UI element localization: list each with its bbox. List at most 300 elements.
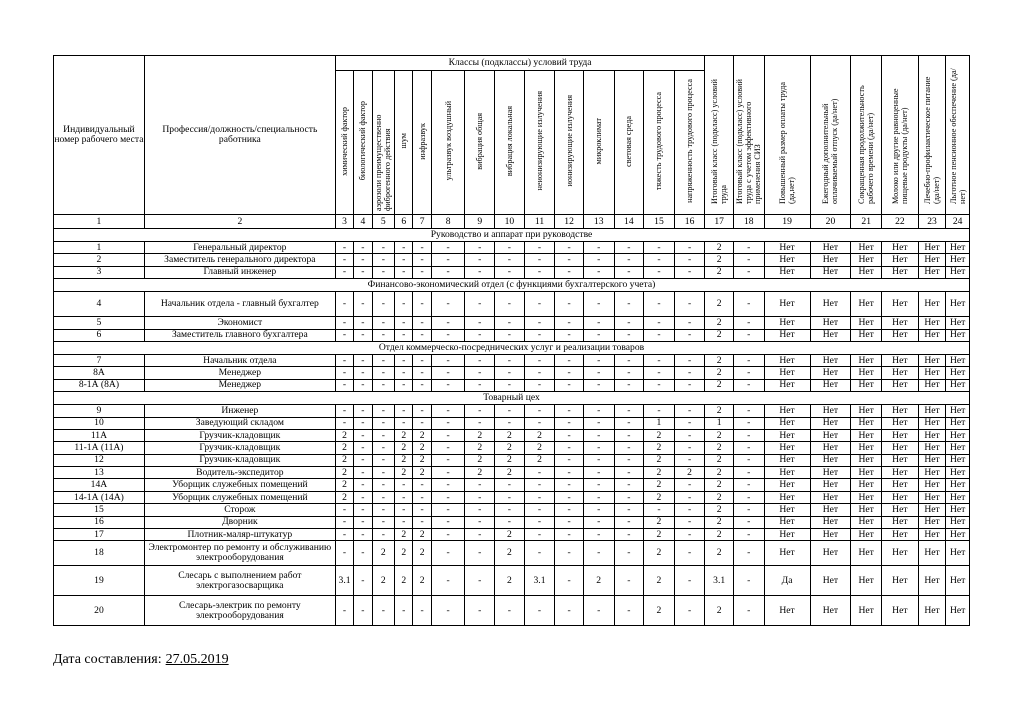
table-cell: - bbox=[614, 596, 644, 626]
profession-name: Заместитель генерального директора bbox=[144, 254, 335, 266]
table-cell: - bbox=[395, 479, 413, 491]
table-cell: - bbox=[555, 317, 584, 329]
column-number: 8 bbox=[431, 215, 465, 229]
table-cell: - bbox=[733, 329, 764, 341]
table-cell: 2 bbox=[372, 541, 394, 566]
table-cell: - bbox=[583, 596, 614, 626]
table-cell: Нет bbox=[764, 354, 810, 366]
table-cell: - bbox=[372, 491, 394, 503]
table-cell: Нет bbox=[882, 491, 919, 503]
table-cell: Нет bbox=[764, 292, 810, 317]
table-cell: 2 bbox=[495, 566, 525, 596]
profession-name: Менеджер bbox=[144, 367, 335, 379]
table-cell: - bbox=[674, 242, 705, 254]
table-cell: Нет bbox=[918, 454, 946, 466]
table-cell: - bbox=[431, 405, 465, 417]
table-cell: - bbox=[413, 479, 431, 491]
workplace-id: 14А bbox=[54, 479, 145, 491]
section-title: Финансово-экономический отдел (с функциями бухгалтерского учета) bbox=[54, 279, 970, 292]
section-title: Отдел коммерческо-посреднических услуг и реализации товаров bbox=[54, 341, 970, 354]
table-cell: - bbox=[614, 454, 644, 466]
table-cell: - bbox=[372, 454, 394, 466]
table-cell: - bbox=[733, 491, 764, 503]
table-cell: Нет bbox=[851, 454, 882, 466]
table-cell: - bbox=[614, 516, 644, 528]
table-cell: - bbox=[674, 254, 705, 266]
column-number: 11 bbox=[524, 215, 555, 229]
table-cell: - bbox=[354, 541, 372, 566]
table-cell: Нет bbox=[851, 516, 882, 528]
table-cell: - bbox=[395, 354, 413, 366]
table-cell: - bbox=[465, 566, 495, 596]
table-cell: 2 bbox=[705, 442, 734, 454]
table-cell: Нет bbox=[764, 405, 810, 417]
table-cell: - bbox=[395, 329, 413, 341]
table-cell: Нет bbox=[764, 491, 810, 503]
table-cell: - bbox=[524, 479, 555, 491]
table-cell: 2 bbox=[705, 367, 734, 379]
table-cell: 2 bbox=[705, 454, 734, 466]
table-cell: Нет bbox=[764, 529, 810, 541]
header-milk: Молоко или другие равноценные пищевые продукты (да/нет) bbox=[882, 56, 919, 215]
table-cell: - bbox=[524, 354, 555, 366]
table-cell: - bbox=[524, 417, 555, 429]
table-cell: 2 bbox=[495, 541, 525, 566]
table-cell: - bbox=[413, 596, 431, 626]
table-cell: - bbox=[372, 529, 394, 541]
profession-name: Сторож bbox=[144, 504, 335, 516]
table-cell: Нет bbox=[764, 367, 810, 379]
table-cell: Нет bbox=[882, 405, 919, 417]
table-cell: 2 bbox=[644, 454, 675, 466]
table-cell: - bbox=[372, 242, 394, 254]
table-cell: 2 bbox=[705, 266, 734, 278]
table-cell: Нет bbox=[851, 467, 882, 479]
table-cell: 2 bbox=[705, 354, 734, 366]
table-cell: - bbox=[614, 254, 644, 266]
table-cell: - bbox=[733, 529, 764, 541]
table-cell: - bbox=[733, 379, 764, 391]
table-cell: 2 bbox=[705, 596, 734, 626]
table-cell: Нет bbox=[882, 329, 919, 341]
section-header bbox=[54, 229, 970, 242]
table-cell: 2 bbox=[413, 429, 431, 441]
table-cell: - bbox=[583, 254, 614, 266]
table-row bbox=[54, 566, 970, 596]
table-cell: Нет bbox=[851, 405, 882, 417]
column-number: 13 bbox=[583, 215, 614, 229]
table-cell: Нет bbox=[946, 529, 970, 541]
table-cell: Нет bbox=[918, 479, 946, 491]
table-cell: - bbox=[583, 242, 614, 254]
table-cell: - bbox=[674, 354, 705, 366]
table-cell: - bbox=[413, 317, 431, 329]
table-cell: - bbox=[465, 367, 495, 379]
table-cell: - bbox=[495, 367, 525, 379]
table-row bbox=[54, 354, 970, 366]
table-cell: - bbox=[431, 429, 465, 441]
table-cell: Нет bbox=[851, 529, 882, 541]
table-cell: Нет bbox=[764, 454, 810, 466]
table-cell: Нет bbox=[810, 529, 851, 541]
table-cell: - bbox=[733, 596, 764, 626]
column-number: 23 bbox=[918, 215, 946, 229]
table-cell: 2 bbox=[705, 292, 734, 317]
table-cell: - bbox=[614, 491, 644, 503]
table-cell: - bbox=[555, 454, 584, 466]
table-cell: - bbox=[555, 596, 584, 626]
table-cell: Нет bbox=[764, 516, 810, 528]
sout-summary-table bbox=[53, 55, 970, 626]
table-cell: - bbox=[733, 504, 764, 516]
table-row bbox=[54, 516, 970, 528]
table-cell: - bbox=[465, 354, 495, 366]
profession-name: Грузчик-кладовщик bbox=[144, 442, 335, 454]
table-cell: 2 bbox=[644, 516, 675, 528]
workplace-id: 14-1А (14А) bbox=[54, 491, 145, 503]
table-cell: - bbox=[431, 504, 465, 516]
table-cell: Нет bbox=[918, 405, 946, 417]
table-cell: 2 bbox=[413, 467, 431, 479]
workplace-id: 15 bbox=[54, 504, 145, 516]
table-cell: Нет bbox=[810, 254, 851, 266]
table-cell: Нет bbox=[918, 529, 946, 541]
table-cell: - bbox=[372, 379, 394, 391]
table-cell: 2 bbox=[705, 379, 734, 391]
table-cell: - bbox=[524, 292, 555, 317]
table-cell: 2 bbox=[705, 254, 734, 266]
table-cell: 2 bbox=[413, 442, 431, 454]
table-cell: Нет bbox=[946, 329, 970, 341]
table-cell: - bbox=[354, 454, 372, 466]
table-cell: - bbox=[644, 292, 675, 317]
table-cell: - bbox=[733, 367, 764, 379]
table-cell: - bbox=[555, 329, 584, 341]
table-cell: - bbox=[495, 379, 525, 391]
table-cell: Нет bbox=[851, 292, 882, 317]
table-cell: 2 bbox=[674, 467, 705, 479]
date-label: Дата составления: bbox=[53, 652, 162, 667]
table-cell: - bbox=[354, 329, 372, 341]
table-cell: - bbox=[495, 504, 525, 516]
header-factor: ультразвук воздушный bbox=[431, 71, 465, 215]
table-cell: 2 bbox=[413, 529, 431, 541]
header-final-class-siz: Итоговый класс (подкласс) условий труда с учетом эффективного применения СИЗ bbox=[733, 56, 764, 215]
profession-name: Начальник отдела bbox=[144, 354, 335, 366]
table-cell: - bbox=[495, 317, 525, 329]
column-number: 12 bbox=[555, 215, 584, 229]
table-cell: Нет bbox=[918, 254, 946, 266]
table-cell: Нет bbox=[946, 379, 970, 391]
profession-name: Менеджер bbox=[144, 379, 335, 391]
table-cell: Нет bbox=[882, 479, 919, 491]
profession-name: Начальник отдела - главный бухгалтер bbox=[144, 292, 335, 317]
table-cell: - bbox=[372, 516, 394, 528]
profession-name: Слесарь с выполнением работ электрогазосварщика bbox=[144, 566, 335, 596]
table-cell: Нет bbox=[764, 504, 810, 516]
workplace-id: 8А bbox=[54, 367, 145, 379]
table-cell: - bbox=[614, 541, 644, 566]
table-cell: - bbox=[555, 479, 584, 491]
table-cell: - bbox=[614, 354, 644, 366]
table-cell: - bbox=[413, 266, 431, 278]
workplace-id: 5 bbox=[54, 317, 145, 329]
table-row bbox=[54, 504, 970, 516]
table-cell: Нет bbox=[810, 242, 851, 254]
table-cell: - bbox=[583, 379, 614, 391]
table-cell: - bbox=[431, 516, 465, 528]
table-cell: - bbox=[614, 379, 644, 391]
header-short-hours: Сокращенная продолжительность рабочего времени (да/нет) bbox=[851, 56, 882, 215]
table-cell: - bbox=[583, 541, 614, 566]
table-cell: - bbox=[614, 479, 644, 491]
table-row bbox=[54, 454, 970, 466]
table-cell: 2 bbox=[413, 566, 431, 596]
table-cell: Нет bbox=[810, 429, 851, 441]
profession-name: Главный инженер bbox=[144, 266, 335, 278]
table-cell: 2 bbox=[495, 429, 525, 441]
table-cell: - bbox=[644, 266, 675, 278]
table-cell: Нет bbox=[946, 367, 970, 379]
table-cell: - bbox=[354, 479, 372, 491]
column-number: 19 bbox=[764, 215, 810, 229]
table-cell: - bbox=[354, 467, 372, 479]
table-cell: Нет bbox=[882, 429, 919, 441]
table-cell: - bbox=[465, 479, 495, 491]
table-cell: - bbox=[614, 467, 644, 479]
table-cell: 3.1 bbox=[524, 566, 555, 596]
table-cell: 2 bbox=[524, 429, 555, 441]
table-cell: - bbox=[413, 242, 431, 254]
table-row bbox=[54, 417, 970, 429]
table-cell: - bbox=[733, 266, 764, 278]
header-final-class: Итоговый класс (подкласс) условий труда bbox=[705, 56, 734, 215]
table-cell: Нет bbox=[882, 596, 919, 626]
table-cell: - bbox=[354, 254, 372, 266]
table-cell: - bbox=[395, 242, 413, 254]
table-cell: - bbox=[413, 379, 431, 391]
table-row bbox=[54, 317, 970, 329]
workplace-id: 9 bbox=[54, 405, 145, 417]
table-cell: - bbox=[413, 417, 431, 429]
table-cell: Нет bbox=[810, 379, 851, 391]
table-cell: - bbox=[395, 504, 413, 516]
table-cell: - bbox=[583, 329, 614, 341]
table-cell: Нет bbox=[918, 354, 946, 366]
table-cell: - bbox=[335, 379, 353, 391]
table-cell: 2 bbox=[395, 442, 413, 454]
profession-name: Генеральный директор bbox=[144, 242, 335, 254]
header-profession: Профессия/должность/специальность работника bbox=[144, 56, 335, 215]
table-cell: - bbox=[674, 429, 705, 441]
table-cell: - bbox=[674, 516, 705, 528]
table-cell: - bbox=[674, 479, 705, 491]
table-cell: - bbox=[583, 491, 614, 503]
table-cell: Нет bbox=[946, 442, 970, 454]
table-cell: 2 bbox=[644, 491, 675, 503]
table-cell: - bbox=[354, 442, 372, 454]
table-cell: Нет bbox=[851, 367, 882, 379]
table-cell: - bbox=[354, 379, 372, 391]
table-cell: 2 bbox=[705, 529, 734, 541]
table-cell: 2 bbox=[395, 467, 413, 479]
table-cell: - bbox=[395, 516, 413, 528]
table-cell: - bbox=[524, 379, 555, 391]
table-cell: - bbox=[413, 516, 431, 528]
table-cell: 2 bbox=[335, 479, 353, 491]
profession-name: Слесарь-электрик по ремонту электрооборудования bbox=[144, 596, 335, 626]
header-factor: вибрация общая bbox=[465, 71, 495, 215]
table-cell: Нет bbox=[918, 442, 946, 454]
table-cell: - bbox=[335, 329, 353, 341]
table-cell: - bbox=[674, 454, 705, 466]
table-cell: - bbox=[495, 491, 525, 503]
table-cell: - bbox=[354, 317, 372, 329]
table-cell: 2 bbox=[644, 467, 675, 479]
table-cell: - bbox=[555, 354, 584, 366]
table-cell: - bbox=[614, 317, 644, 329]
table-cell: Нет bbox=[918, 491, 946, 503]
table-cell: - bbox=[524, 541, 555, 566]
header-factor: неионизирующие излучения bbox=[524, 71, 555, 215]
table-cell: - bbox=[354, 516, 372, 528]
table-cell: - bbox=[335, 417, 353, 429]
table-cell: - bbox=[614, 442, 644, 454]
column-number: 16 bbox=[674, 215, 705, 229]
table-cell: - bbox=[395, 367, 413, 379]
table-cell: 2 bbox=[395, 429, 413, 441]
table-cell: - bbox=[431, 442, 465, 454]
table-cell: - bbox=[354, 367, 372, 379]
table-cell: - bbox=[733, 479, 764, 491]
table-cell: Нет bbox=[851, 429, 882, 441]
workplace-id: 13 bbox=[54, 467, 145, 479]
table-cell: - bbox=[555, 417, 584, 429]
table-cell: - bbox=[674, 379, 705, 391]
table-cell: - bbox=[614, 504, 644, 516]
table-cell: - bbox=[354, 596, 372, 626]
table-cell: - bbox=[413, 254, 431, 266]
table-cell: Нет bbox=[882, 317, 919, 329]
table-cell: - bbox=[495, 292, 525, 317]
table-cell: Нет bbox=[918, 504, 946, 516]
table-cell: 1 bbox=[644, 417, 675, 429]
table-cell: 2 bbox=[335, 491, 353, 503]
table-cell: Нет bbox=[946, 454, 970, 466]
table-cell: - bbox=[431, 467, 465, 479]
table-cell: Нет bbox=[851, 254, 882, 266]
table-cell: - bbox=[495, 596, 525, 626]
table-cell: - bbox=[465, 541, 495, 566]
profession-name: Заместитель главного бухгалтера bbox=[144, 329, 335, 341]
table-cell: - bbox=[583, 442, 614, 454]
workplace-id: 7 bbox=[54, 354, 145, 366]
column-number: 22 bbox=[882, 215, 919, 229]
table-cell: - bbox=[733, 516, 764, 528]
header-factor: тяжесть трудового процесса bbox=[644, 71, 675, 215]
table-cell: Нет bbox=[810, 405, 851, 417]
column-number: 2 bbox=[144, 215, 335, 229]
table-cell: Нет bbox=[810, 292, 851, 317]
table-cell: 3.1 bbox=[335, 566, 353, 596]
profession-name: Инженер bbox=[144, 405, 335, 417]
table-cell: - bbox=[431, 566, 465, 596]
table-row bbox=[54, 266, 970, 278]
date-value: 27.05.2019 bbox=[165, 652, 229, 667]
table-cell: - bbox=[335, 354, 353, 366]
header-factor: шум bbox=[395, 71, 413, 215]
table-cell: - bbox=[614, 329, 644, 341]
table-cell: 2 bbox=[705, 516, 734, 528]
table-cell: - bbox=[354, 566, 372, 596]
table-cell: - bbox=[583, 479, 614, 491]
table-cell: 2 bbox=[465, 429, 495, 441]
table-cell: 2 bbox=[524, 454, 555, 466]
table-cell: 2 bbox=[705, 429, 734, 441]
table-cell: - bbox=[555, 516, 584, 528]
table-cell: - bbox=[395, 266, 413, 278]
table-cell: - bbox=[431, 254, 465, 266]
workplace-id: 4 bbox=[54, 292, 145, 317]
table-cell: - bbox=[495, 254, 525, 266]
table-cell: - bbox=[583, 467, 614, 479]
column-number: 9 bbox=[465, 215, 495, 229]
table-cell: - bbox=[372, 254, 394, 266]
table-cell: - bbox=[335, 541, 353, 566]
table-cell: Нет bbox=[851, 491, 882, 503]
table-cell: Нет bbox=[810, 367, 851, 379]
table-cell: - bbox=[372, 479, 394, 491]
table-cell: - bbox=[354, 491, 372, 503]
table-cell: - bbox=[614, 367, 644, 379]
column-number: 15 bbox=[644, 215, 675, 229]
table-cell: - bbox=[555, 529, 584, 541]
table-cell: Нет bbox=[918, 367, 946, 379]
table-row bbox=[54, 242, 970, 254]
table-cell: Нет bbox=[918, 317, 946, 329]
table-cell: - bbox=[733, 454, 764, 466]
table-cell: Нет bbox=[882, 242, 919, 254]
header-factor: напряженность трудового процесса bbox=[674, 71, 705, 215]
table-cell: Нет bbox=[882, 454, 919, 466]
table-cell: - bbox=[555, 541, 584, 566]
table-cell: - bbox=[413, 504, 431, 516]
table-cell: Нет bbox=[882, 266, 919, 278]
table-cell: 2 bbox=[395, 541, 413, 566]
table-cell: Нет bbox=[882, 529, 919, 541]
table-cell: - bbox=[614, 566, 644, 596]
table-cell: - bbox=[465, 379, 495, 391]
table-cell: - bbox=[431, 292, 465, 317]
table-cell: Нет bbox=[882, 367, 919, 379]
table-row bbox=[54, 292, 970, 317]
table-cell: - bbox=[465, 516, 495, 528]
table-cell: 2 bbox=[413, 541, 431, 566]
table-cell: Да bbox=[764, 566, 810, 596]
table-cell: 2 bbox=[644, 529, 675, 541]
table-cell: Нет bbox=[764, 317, 810, 329]
workplace-id: 8-1А (8А) bbox=[54, 379, 145, 391]
table-cell: Нет bbox=[851, 442, 882, 454]
header-factor: биологический фактор bbox=[354, 71, 372, 215]
table-cell: Нет bbox=[810, 317, 851, 329]
table-cell: - bbox=[733, 467, 764, 479]
table-cell: Нет bbox=[946, 417, 970, 429]
table-cell: Нет bbox=[918, 429, 946, 441]
table-cell: Нет bbox=[851, 504, 882, 516]
profession-name: Уборщик служебных помещений bbox=[144, 479, 335, 491]
table-cell: Нет bbox=[946, 467, 970, 479]
